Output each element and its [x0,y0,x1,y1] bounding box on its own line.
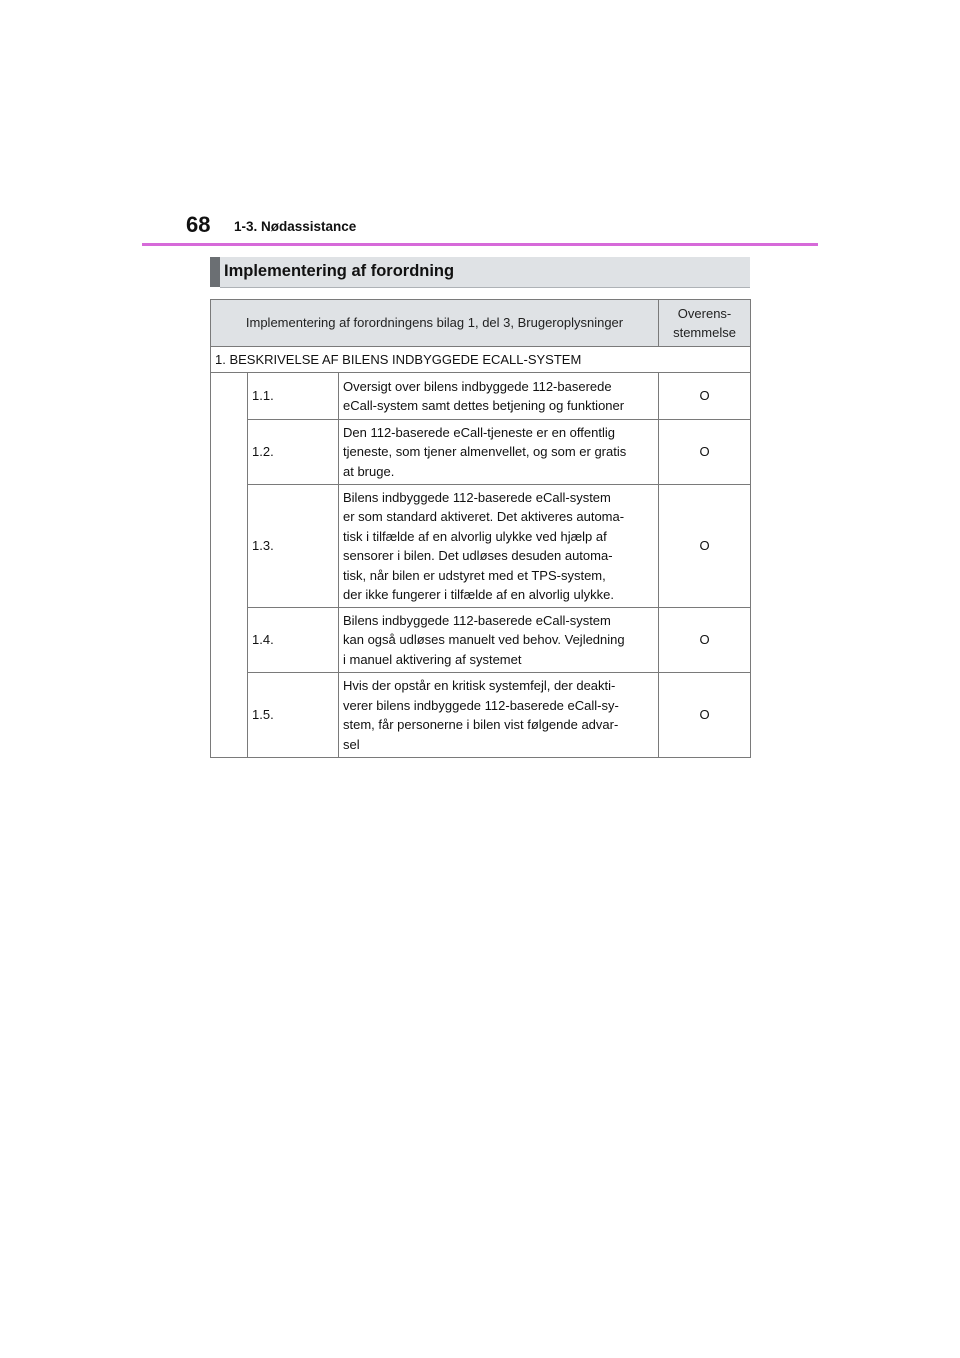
row-description [339,373,659,420]
row-line: der ikke fungerer i tilfælde af en alvorlig ulykke. [343,587,614,602]
page-number: 68 [186,212,211,237]
table-row [211,673,751,758]
row-line: tisk i tilfælde af en alvorlig ulykke ved hjælp af [343,528,607,544]
table-header-row [211,300,751,347]
row-line: Hvis der opstår en kritisk systemfejl, der deakti- [343,678,616,693]
table-header-conformity [659,300,751,347]
section-title-underline [220,287,750,288]
row-number: 1.1. [248,373,339,420]
row-description [339,608,659,673]
row-description [339,673,659,758]
row-line: tisk, når bilen er udstyret med et TPS-system, [343,567,606,583]
row-line: Den 112-baserede eCall-tjeneste er en offentlig [343,424,615,440]
row-line: verer bilens indbyggede 112-baserede eCall-sy- [343,697,619,713]
row-line: eCall-system samt dettes betjening og funktioner [343,398,625,413]
row-conformity: O [659,420,751,485]
row-line: i manuel aktivering af systemet [343,651,522,667]
regulation-table [210,299,751,758]
section-title-bar [210,257,750,287]
table-header-requirement: Implementering af forordningens bilag 1, del 3, Brugeroplysninger [211,300,659,347]
row-number: 1.3. [248,485,339,608]
indent-cell [211,373,248,758]
table-row [211,420,751,485]
row-number: 1.4. [248,608,339,673]
row-line: sel [343,736,360,752]
row-number: 1.2. [248,420,339,485]
section-title-marker [210,257,220,287]
row-line: sensorer i bilen. Det udløses desuden automa- [343,548,613,563]
row-line: tjeneste, som tjener almenvellet, og som er gratis [343,444,627,460]
chapter-row [211,347,751,373]
table-row [211,608,751,673]
row-line: stem, får personerne i bilen vist følgende advar- [343,717,619,732]
row-number: 1.5. [248,673,339,758]
conformity-line-2: stemmelse [673,325,736,340]
row-line: at bruge. [343,463,395,479]
conformity-line-1: Overens- [677,305,732,321]
section-title: Implementering af forordning [224,262,455,280]
row-conformity: O [659,485,751,608]
row-line: kan også udløses manuelt ved behov. Vejledning [343,632,625,648]
table-row [211,485,751,608]
row-conformity: O [659,608,751,673]
row-description [339,420,659,485]
row-line: er som standard aktiveret. Det aktiveres automa- [343,509,625,524]
row-description [339,485,659,608]
row-line: Bilens indbyggede 112-baserede eCall-system [343,489,611,505]
chapter-title: 1. BESKRIVELSE AF BILENS INDBYGGEDE ECALL-SYSTEM [211,347,751,373]
row-conformity: O [659,373,751,420]
row-line: Bilens indbyggede 112-baserede eCall-system [343,612,611,628]
row-line: Oversigt over bilens indbyggede 112-baserede [343,378,612,394]
header-rule [142,243,818,246]
row-conformity: O [659,673,751,758]
table-row [211,373,751,420]
section-label: 1-3. Nødassistance [234,219,357,234]
